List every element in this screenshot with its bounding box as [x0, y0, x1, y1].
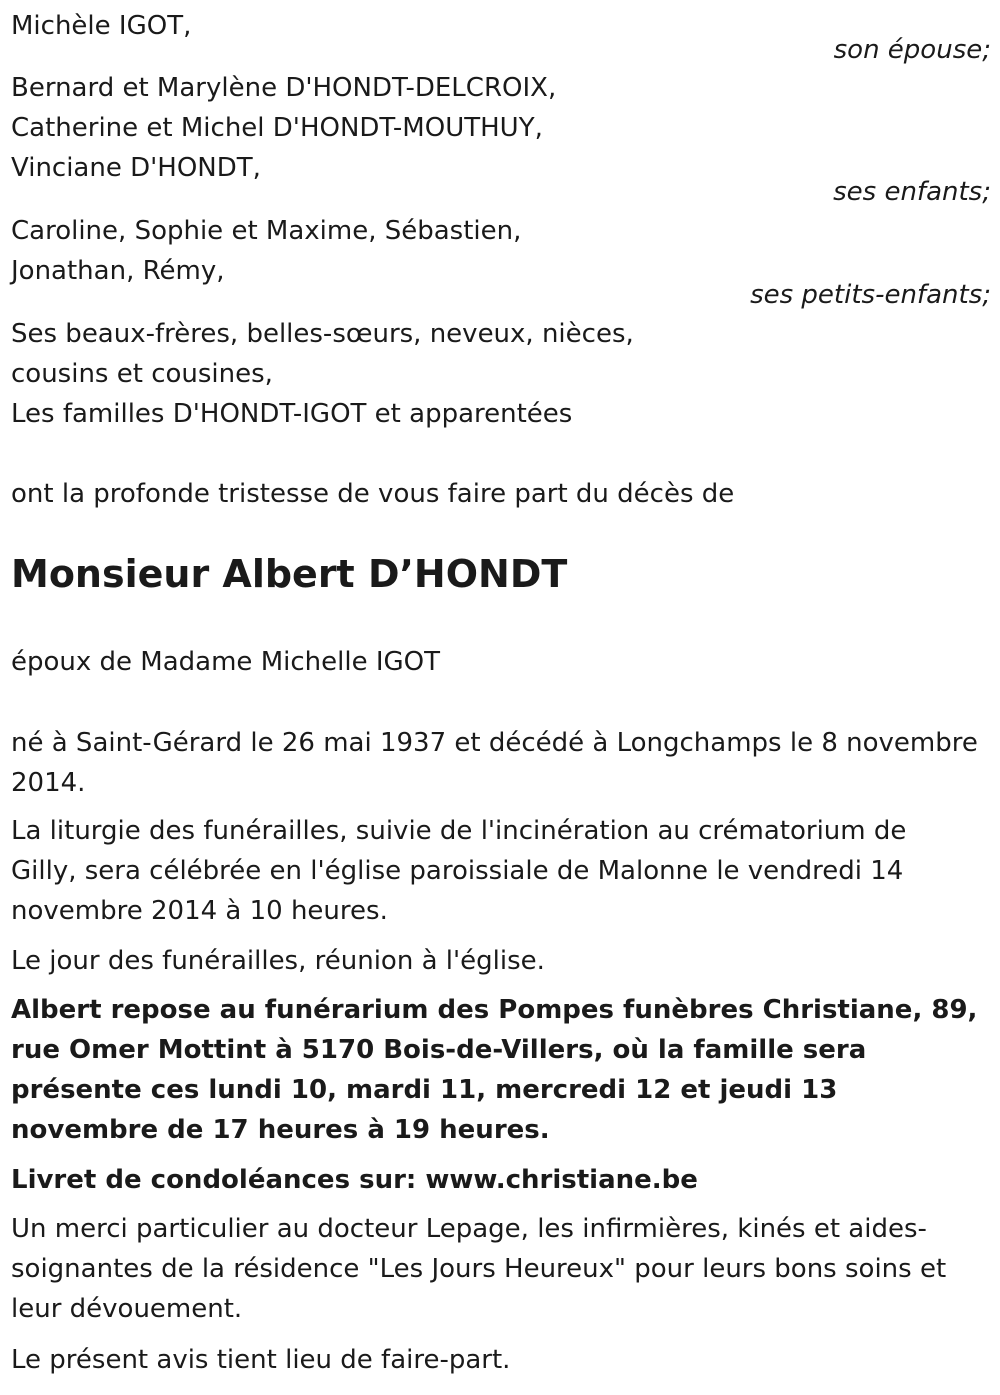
- children-group: [11, 68, 991, 212]
- condolences-line: Livret de condoléances sur: www.christiane.be: [11, 1165, 698, 1195]
- spouse-line: époux de Madame Michelle IGOT: [11, 647, 440, 677]
- relatives-line: Ses beaux-frères, belles-sœurs, neveux, nièces,: [11, 319, 634, 349]
- spouse-group: [11, 6, 991, 70]
- grandchildren-group: [11, 211, 991, 315]
- relatives-line: Les familles D'HONDT-IGOT et apparentées: [11, 399, 573, 429]
- liturgy-paragraph: La liturgie des funérailles, suivie de l'incinération au crématorium de Gilly, sera célébrée en l'église paroissiale de Malonne le vendredi 14 novembre 2014 à 10 heures.: [11, 816, 907, 926]
- meeting-paragraph: Le jour des funérailles, réunion à l'église.: [11, 946, 545, 976]
- child-name: Bernard et Marylène D'HONDT-DELCROIX,: [11, 73, 557, 103]
- grandchild-name: Jonathan, Rémy,: [11, 256, 225, 286]
- birth-death-paragraph: né à Saint-Gérard le 26 mai 1937 et décédé à Longchamps le 8 novembre 2014.: [11, 728, 978, 798]
- grandchildren-role: ses petits-enfants;: [750, 280, 991, 310]
- thanks-paragraph: Un merci particulier au docteur Lepage, les infirmières, kinés et aides-soignantes de la résidence "Les Jours Heureux" pour leurs bons soins et leur dévouement.: [11, 1214, 947, 1324]
- funerarium-paragraph: Albert repose au funérarium des Pompes funèbres Christiane, 89, rue Omer Mottint à 5170 Bois-de-Villers, où la famille sera présente ces lundi 10, mardi 11, mercredi 12 et jeudi 13 novembre de 17 heures à 19 heures.: [11, 995, 978, 1145]
- child-name: Catherine et Michel D'HONDT-MOUTHUY,: [11, 113, 543, 143]
- deceased-name: Monsieur Albert D’HONDT: [11, 552, 568, 596]
- spouse-role: son épouse;: [833, 35, 991, 65]
- child-name: Vinciane D'HONDT,: [11, 153, 261, 183]
- announcement-text: ont la profonde tristesse de vous faire part du décès de: [11, 479, 735, 509]
- spouse-name: Michèle IGOT,: [11, 11, 192, 41]
- notice-line: Le présent avis tient lieu de faire-part.: [11, 1345, 511, 1375]
- children-role: ses enfants;: [833, 177, 991, 207]
- relatives-line: cousins et cousines,: [11, 359, 273, 389]
- grandchild-name: Caroline, Sophie et Maxime, Sébastien,: [11, 216, 522, 246]
- relatives-group: [11, 314, 991, 434]
